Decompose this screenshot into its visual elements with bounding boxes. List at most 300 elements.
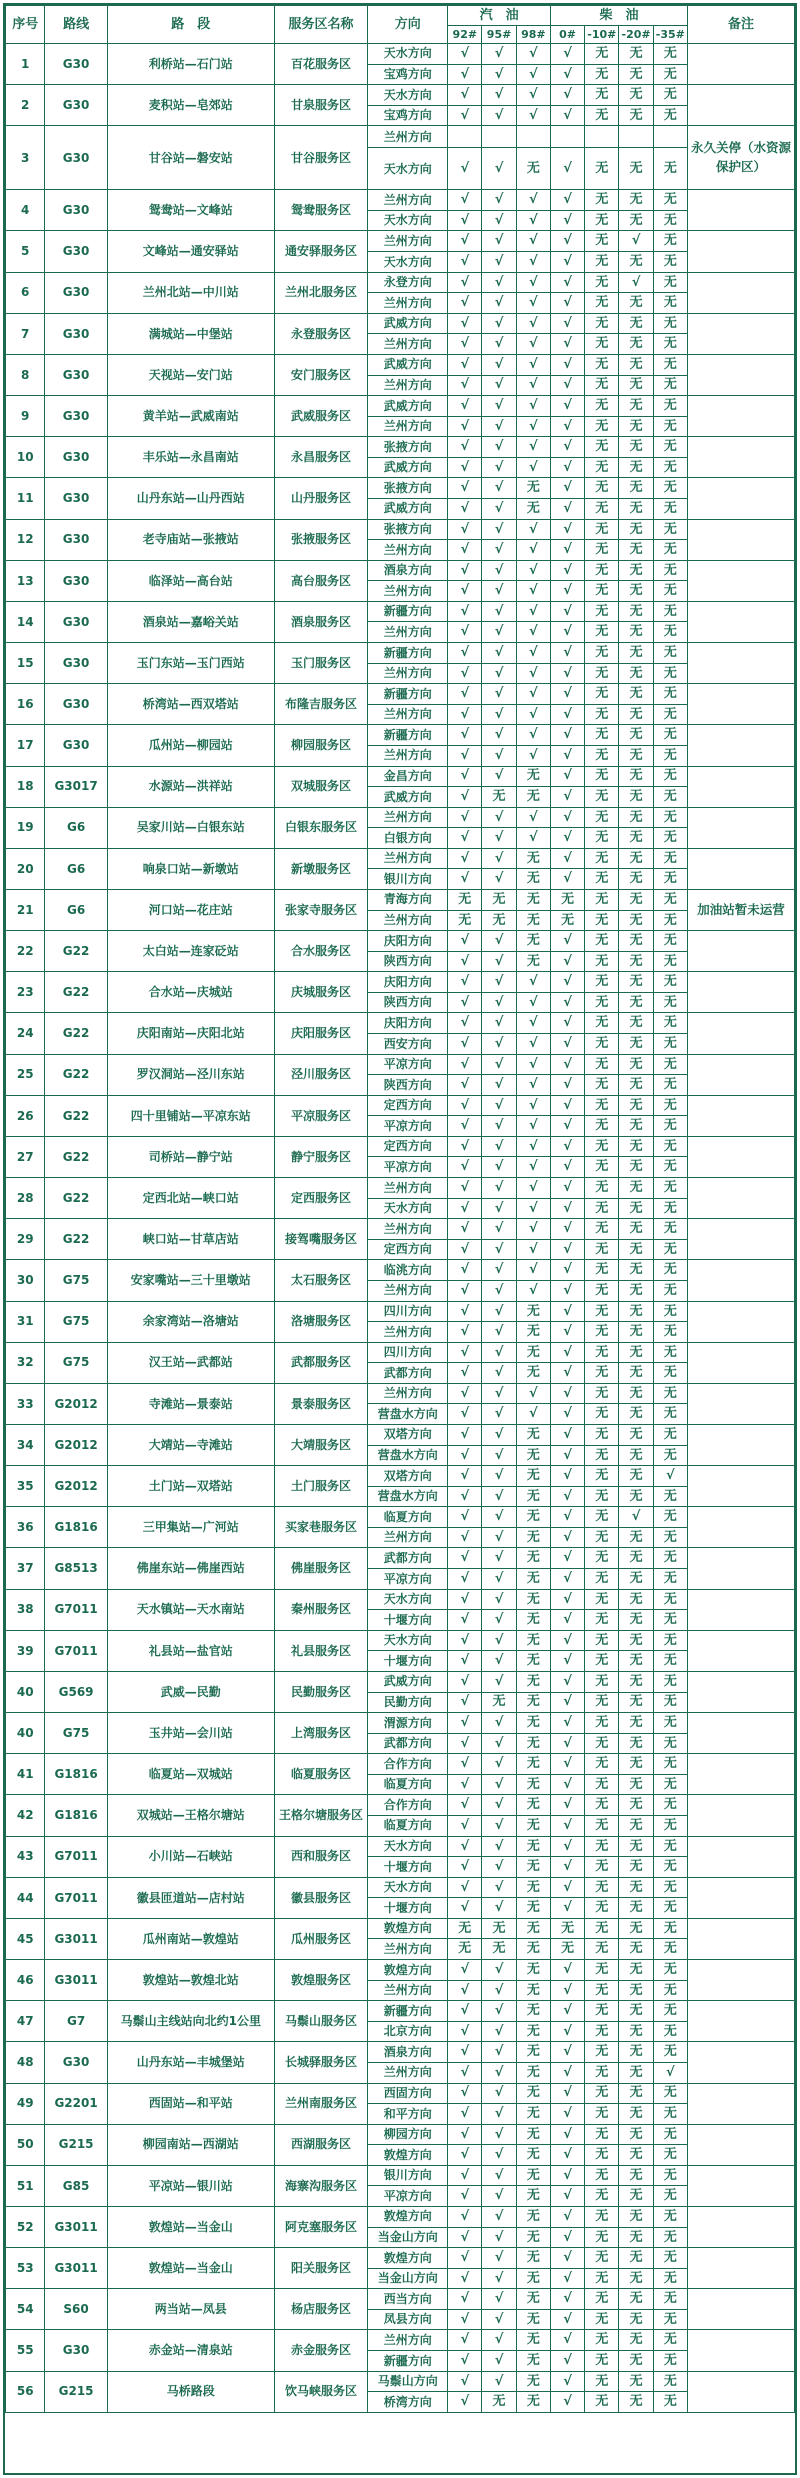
road-section: 大靖站—寺滩站 [107, 1425, 274, 1466]
table-row [6, 807, 795, 828]
fuel-status: √ [448, 787, 482, 808]
fuel-status: 无 [482, 1939, 516, 1960]
remark [687, 1877, 794, 1918]
row-number: 45 [6, 1918, 45, 1959]
route-code: G3011 [45, 2248, 107, 2289]
direction: 新疆方向 [368, 725, 448, 746]
route-code: G30 [45, 519, 107, 560]
table-row [6, 272, 795, 293]
fuel-status: √ [516, 105, 550, 126]
fuel-status: 无 [585, 1260, 619, 1281]
fuel-status: √ [448, 848, 482, 869]
fuel-status: 无 [619, 2268, 653, 2289]
fuel-status: √ [448, 684, 482, 705]
fuel-status: 无 [585, 2124, 619, 2145]
fuel-status: √ [482, 2186, 516, 2207]
fuel-status: 无 [585, 1836, 619, 1857]
route-code: G22 [45, 1178, 107, 1219]
table-row [6, 1548, 795, 1569]
fuel-grade-minus20: -20# [619, 26, 653, 44]
fuel-status: √ [448, 1095, 482, 1116]
fuel-status: 无 [653, 725, 687, 746]
direction: 十堰方向 [368, 1610, 448, 1631]
fuel-status: √ [482, 396, 516, 417]
fuel-status: 无 [585, 766, 619, 787]
remark [687, 2206, 794, 2247]
fuel-status: 无 [585, 1116, 619, 1137]
fuel-status: √ [516, 231, 550, 252]
fuel-status: √ [448, 951, 482, 972]
road-section: 吴家川站—白银东站 [107, 807, 274, 848]
fuel-status: 无 [585, 1630, 619, 1651]
fuel-status: √ [448, 1425, 482, 1446]
fuel-status: 无 [516, 1774, 550, 1795]
fuel-status: 无 [585, 581, 619, 602]
fuel-status: √ [482, 2330, 516, 2351]
fuel-status: √ [516, 1239, 550, 1260]
direction: 临夏方向 [368, 1815, 448, 1836]
fuel-status: √ [482, 2001, 516, 2022]
remark [687, 2289, 794, 2330]
fuel-status: √ [448, 1445, 482, 1466]
service-area-name: 甘泉服务区 [274, 85, 367, 126]
fuel-status: √ [550, 2042, 584, 2063]
fuel-status: 无 [653, 1013, 687, 1034]
fuel-status: √ [550, 787, 584, 808]
header-route: 路线 [45, 6, 107, 44]
fuel-status: 无 [516, 2104, 550, 2125]
service-area-name: 玉门服务区 [274, 643, 367, 684]
service-area-name: 永登服务区 [274, 313, 367, 354]
fuel-status: 无 [619, 1178, 653, 1199]
fuel-status: √ [482, 745, 516, 766]
fuel-status: 无 [585, 498, 619, 519]
table-row [6, 126, 795, 148]
fuel-status: √ [550, 416, 584, 437]
remark: 加油站暂未运营 [687, 889, 794, 930]
fuel-status: 无 [653, 1795, 687, 1816]
fuel-status: 无 [516, 1795, 550, 1816]
road-section: 四十里铺站—平凉东站 [107, 1095, 274, 1136]
fuel-status: √ [448, 581, 482, 602]
table-row [6, 560, 795, 581]
fuel-status: 无 [653, 910, 687, 931]
route-code: G1816 [45, 1754, 107, 1795]
fuel-status: 无 [619, 1898, 653, 1919]
fuel-status: √ [550, 1157, 584, 1178]
row-number: 10 [6, 437, 45, 478]
direction: 天水方向 [368, 252, 448, 273]
fuel-status: 无 [585, 951, 619, 972]
route-code: S60 [45, 2289, 107, 2330]
fuel-status: 无 [585, 105, 619, 126]
fuel-status: 无 [653, 2083, 687, 2104]
road-section: 甘谷站—磐安站 [107, 126, 274, 190]
service-area-name: 庆城服务区 [274, 972, 367, 1013]
table-row [6, 972, 795, 993]
fuel-status: √ [448, 313, 482, 334]
fuel-status: 无 [585, 1466, 619, 1487]
fuel-status: √ [550, 2124, 584, 2145]
direction: 宝鸡方向 [368, 105, 448, 126]
fuel-status: √ [550, 1034, 584, 1055]
direction: 四川方向 [368, 1342, 448, 1363]
remark [687, 1795, 794, 1836]
fuel-status: 无 [585, 1815, 619, 1836]
fuel-status: √ [550, 2083, 584, 2104]
fuel-status: 无 [619, 2186, 653, 2207]
fuel-status: 无 [653, 210, 687, 231]
fuel-status: √ [482, 1075, 516, 1096]
fuel-status: 无 [585, 1157, 619, 1178]
road-section: 鸳鸯站—文峰站 [107, 190, 274, 231]
table-row [6, 1507, 795, 1528]
fuel-status: √ [482, 992, 516, 1013]
fuel-status: 无 [619, 2165, 653, 2186]
fuel-status: √ [550, 1630, 584, 1651]
table-row [6, 437, 795, 458]
fuel-status: √ [448, 931, 482, 952]
fuel-grade-minus35: -35# [653, 26, 687, 44]
fuel-status: √ [516, 1136, 550, 1157]
fuel-status: 无 [516, 2083, 550, 2104]
fuel-status: 无 [653, 540, 687, 561]
fuel-status: 无 [653, 1486, 687, 1507]
route-code: G3011 [45, 1960, 107, 2001]
header-direction: 方向 [368, 6, 448, 44]
fuel-status: √ [516, 1095, 550, 1116]
fuel-status: 无 [585, 2001, 619, 2022]
fuel-status: 无 [653, 2104, 687, 2125]
fuel-status: 无 [619, 540, 653, 561]
fuel-status: √ [516, 375, 550, 396]
fuel-status: 无 [653, 313, 687, 334]
fuel-grade-minus10: -10# [585, 26, 619, 44]
fuel-status: √ [482, 560, 516, 581]
fuel-status: √ [550, 1322, 584, 1343]
fuel-status: 无 [619, 1034, 653, 1055]
fuel-status: 无 [619, 2392, 653, 2413]
fuel-status: 无 [585, 2062, 619, 2083]
fuel-status: √ [448, 1960, 482, 1981]
fuel-status: 无 [585, 1939, 619, 1960]
fuel-status: 无 [619, 1136, 653, 1157]
fuel-status: √ [482, 1322, 516, 1343]
fuel-status: √ [448, 437, 482, 458]
fuel-status: 无 [619, 375, 653, 396]
fuel-status: 无 [619, 1960, 653, 1981]
direction: 武威方向 [368, 787, 448, 808]
fuel-status: 无 [516, 1548, 550, 1569]
road-section: 丰乐站—永昌南站 [107, 437, 274, 478]
fuel-status: 无 [653, 2145, 687, 2166]
fuel-status: √ [448, 1754, 482, 1775]
remark [687, 972, 794, 1013]
table-row [6, 1918, 795, 1939]
fuel-status: 无 [653, 931, 687, 952]
fuel-status: 无 [516, 2062, 550, 2083]
fuel-status: 无 [619, 1548, 653, 1569]
fuel-status: 无 [516, 1651, 550, 1672]
route-code: G7 [45, 2001, 107, 2042]
direction: 武威方向 [368, 1671, 448, 1692]
fuel-status: 无 [653, 2330, 687, 2351]
fuel-status: 无 [585, 704, 619, 725]
fuel-status: 无 [619, 766, 653, 787]
service-area-name: 秦州服务区 [274, 1589, 367, 1630]
fuel-status: √ [516, 1013, 550, 1034]
fuel-status: 无 [653, 148, 687, 190]
fuel-status: 无 [653, 1774, 687, 1795]
fuel-status: 无 [653, 252, 687, 273]
fuel-status: √ [482, 1877, 516, 1898]
road-section: 麦积站—皂郊站 [107, 85, 274, 126]
fuel-status: √ [448, 2248, 482, 2269]
fuel-status: √ [482, 1713, 516, 1734]
fuel-status: 无 [585, 992, 619, 1013]
fuel-status: 无 [619, 1774, 653, 1795]
road-section: 桥湾站—西双塔站 [107, 684, 274, 725]
remark [687, 396, 794, 437]
fuel-status: √ [448, 2268, 482, 2289]
fuel-status: 无 [653, 416, 687, 437]
fuel-status: √ [448, 105, 482, 126]
direction: 临夏方向 [368, 1774, 448, 1795]
remark [687, 85, 794, 126]
fuel-status: √ [448, 1980, 482, 2001]
fuel-status: 无 [585, 1857, 619, 1878]
fuel-status: 无 [585, 1425, 619, 1446]
fuel-status: √ [482, 252, 516, 273]
fuel-status: 无 [653, 375, 687, 396]
route-code: G2012 [45, 1425, 107, 1466]
fuel-status: √ [448, 1219, 482, 1240]
route-code: G30 [45, 231, 107, 272]
fuel-status: 无 [653, 643, 687, 664]
fuel-status: 无 [619, 601, 653, 622]
fuel-status: 无 [653, 2206, 687, 2227]
fuel-status: √ [550, 951, 584, 972]
fuel-status: 无 [653, 1918, 687, 1939]
row-number: 32 [6, 1342, 45, 1383]
fuel-status: √ [482, 1260, 516, 1281]
fuel-status: 无 [653, 1363, 687, 1384]
fuel-status: 无 [653, 457, 687, 478]
row-number: 15 [6, 643, 45, 684]
fuel-status: 无 [619, 2021, 653, 2042]
fuel-status: √ [482, 2124, 516, 2145]
fuel-status: √ [448, 1815, 482, 1836]
fuel-status: 无 [619, 1157, 653, 1178]
fuel-status: √ [448, 1198, 482, 1219]
direction: 陕西方向 [368, 992, 448, 1013]
fuel-status: 无 [653, 1178, 687, 1199]
fuel-status: √ [448, 1507, 482, 1528]
table-row [6, 1630, 795, 1651]
row-number: 40 [6, 1671, 45, 1712]
fuel-status: √ [550, 519, 584, 540]
fuel-status: √ [482, 725, 516, 746]
fuel-status: 无 [619, 1713, 653, 1734]
fuel-status: √ [516, 437, 550, 458]
fuel-status: √ [448, 1301, 482, 1322]
direction: 新疆方向 [368, 2351, 448, 2372]
direction: 兰州方向 [368, 375, 448, 396]
direction: 张掖方向 [368, 437, 448, 458]
fuel-status: 无 [653, 972, 687, 993]
fuel-status: 无 [653, 828, 687, 849]
fuel-status: 无 [653, 1733, 687, 1754]
row-number: 3 [6, 126, 45, 190]
remark [687, 807, 794, 848]
fuel-status: √ [653, 1466, 687, 1487]
direction: 兰州方向 [368, 910, 448, 931]
fuel-status: √ [516, 210, 550, 231]
road-section: 玉门东站—玉门西站 [107, 643, 274, 684]
fuel-status: √ [448, 190, 482, 211]
fuel-status: √ [516, 252, 550, 273]
fuel-status: √ [550, 354, 584, 375]
fuel-status: √ [550, 1404, 584, 1425]
fuel-status: 无 [585, 2268, 619, 2289]
fuel-status: √ [482, 2351, 516, 2372]
fuel-status: 无 [619, 931, 653, 952]
fuel-status: √ [550, 1651, 584, 1672]
road-section: 兰州北站—中川站 [107, 272, 274, 313]
fuel-status: 无 [653, 745, 687, 766]
fuel-status: 无 [585, 1219, 619, 1240]
row-number: 47 [6, 2001, 45, 2042]
fuel-status: √ [448, 1795, 482, 1816]
fuel-status: √ [516, 684, 550, 705]
fuel-status: √ [550, 1363, 584, 1384]
direction: 兰州方向 [368, 1219, 448, 1240]
road-section: 敦煌站—当金山 [107, 2248, 274, 2289]
fuel-status: 无 [619, 972, 653, 993]
road-section: 礼县站—盐官站 [107, 1630, 274, 1671]
route-code: G2012 [45, 1466, 107, 1507]
fuel-status: 无 [482, 889, 516, 910]
fuel-status: 无 [619, 2351, 653, 2372]
fuel-status: √ [550, 828, 584, 849]
fuel-status: 无 [653, 560, 687, 581]
fuel-status: 无 [448, 889, 482, 910]
fuel-status: √ [482, 1301, 516, 1322]
fuel-status: 无 [585, 1548, 619, 1569]
fuel-status: √ [516, 272, 550, 293]
service-area-name: 临夏服务区 [274, 1754, 367, 1795]
fuel-status: 无 [619, 1116, 653, 1137]
fuel-status: 无 [653, 1116, 687, 1137]
row-number: 17 [6, 725, 45, 766]
fuel-status: √ [482, 622, 516, 643]
fuel-status: √ [550, 2104, 584, 2125]
fuel-status: 无 [516, 1692, 550, 1713]
fuel-status: √ [448, 2124, 482, 2145]
fuel-status: √ [550, 148, 584, 190]
remark [687, 766, 794, 807]
fuel-status: √ [482, 1610, 516, 1631]
fuel-status: 无 [653, 2021, 687, 2042]
service-area-name: 西湖服务区 [274, 2124, 367, 2165]
row-number: 51 [6, 2165, 45, 2206]
fuel-status: 无 [516, 2268, 550, 2289]
row-number: 55 [6, 2330, 45, 2371]
table-row [6, 231, 795, 252]
fuel-status: 无 [516, 2309, 550, 2330]
fuel-status: √ [448, 1280, 482, 1301]
fuel-status: 无 [482, 1692, 516, 1713]
table-row [6, 1877, 795, 1898]
fuel-status: √ [482, 540, 516, 561]
remark [687, 2330, 794, 2371]
fuel-status: 无 [516, 478, 550, 499]
fuel-status: 无 [585, 293, 619, 314]
remark [687, 1548, 794, 1589]
fuel-status: 无 [653, 1527, 687, 1548]
service-area-name: 山丹服务区 [274, 478, 367, 519]
fuel-status: √ [482, 869, 516, 890]
service-area-name: 上湾服务区 [274, 1713, 367, 1754]
service-area-name: 民勤服务区 [274, 1671, 367, 1712]
fuel-status: 无 [619, 1054, 653, 1075]
remark [687, 1671, 794, 1712]
fuel-status: √ [448, 44, 482, 65]
table-body [6, 44, 795, 2413]
fuel-status: 无 [585, 1486, 619, 1507]
fuel-status: √ [448, 2042, 482, 2063]
fuel-status: √ [550, 1239, 584, 1260]
direction: 天水方向 [368, 1836, 448, 1857]
fuel-status [585, 126, 619, 148]
route-code: G22 [45, 931, 107, 972]
fuel-status: 无 [653, 663, 687, 684]
fuel-status: 无 [516, 869, 550, 890]
fuel-status: 无 [653, 992, 687, 1013]
fuel-status: √ [482, 334, 516, 355]
fuel-status: 无 [619, 1280, 653, 1301]
fuel-status: √ [482, 2371, 516, 2392]
fuel-status: √ [448, 2309, 482, 2330]
service-area-name: 敦煌服务区 [274, 1960, 367, 2001]
fuel-status: 无 [516, 951, 550, 972]
fuel-status: 无 [482, 1918, 516, 1939]
fuel-status: 无 [619, 725, 653, 746]
fuel-status: 无 [619, 2371, 653, 2392]
service-area-name: 白银东服务区 [274, 807, 367, 848]
table-row [6, 1219, 795, 1240]
direction: 兰州方向 [368, 1383, 448, 1404]
fuel-status: 无 [585, 2289, 619, 2310]
fuel-status: √ [448, 972, 482, 993]
fuel-status: √ [482, 1425, 516, 1446]
fuel-status: 无 [516, 2330, 550, 2351]
fuel-status: 无 [585, 85, 619, 106]
fuel-status: √ [482, 313, 516, 334]
road-section: 徽县匝道站—店村站 [107, 1877, 274, 1918]
fuel-status: 无 [585, 1363, 619, 1384]
fuel-status: 无 [585, 1280, 619, 1301]
service-area-name: 洛塘服务区 [274, 1301, 367, 1342]
fuel-status: 无 [516, 1815, 550, 1836]
fuel-status: 无 [585, 252, 619, 273]
fuel-status: 无 [585, 1527, 619, 1548]
fuel-status: 无 [585, 1898, 619, 1919]
direction: 兰州方向 [368, 745, 448, 766]
table-row [6, 848, 795, 869]
route-code: G215 [45, 2371, 107, 2412]
fuel-status: √ [516, 540, 550, 561]
